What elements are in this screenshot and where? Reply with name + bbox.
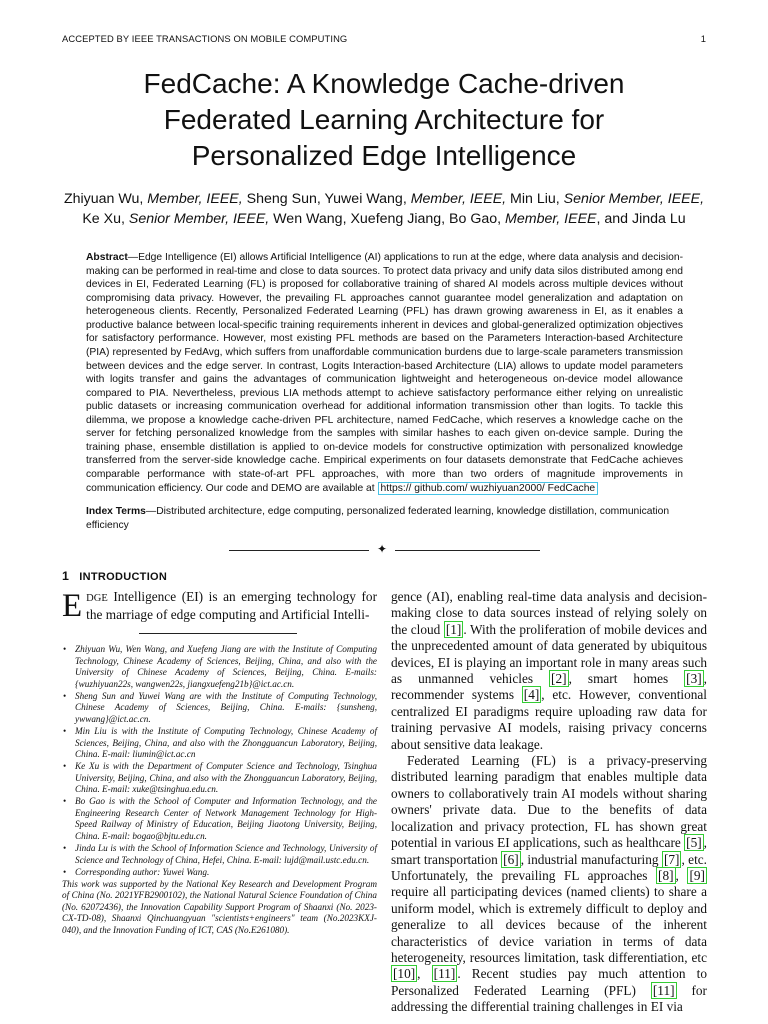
author-text: Min Liu, [506, 191, 564, 207]
citation-link[interactable]: [11] [433, 966, 456, 982]
author-text: Sheng Sun, Yuwei Wang, [242, 191, 411, 207]
body-text: require all participating devices (named clients) to share a uniform model, which is extremely difficult to deploy and generalize to all devices because of the inherent characteristics of device variation in terms of data heterogeneity, resources limitation, task differentiation, etc [391, 884, 707, 965]
citation-link[interactable]: [9] [689, 867, 705, 883]
body-text: , [675, 867, 688, 883]
author-list [56, 189, 712, 229]
body-text: , recommender systems [391, 671, 707, 703]
diamond-icon: ✦ [377, 542, 388, 556]
citation-link[interactable]: [1] [445, 621, 462, 637]
citation-link[interactable]: [10] [393, 966, 416, 982]
author-role: Member, IEEE, [410, 191, 507, 207]
index-terms-label: Index Terms [86, 506, 146, 517]
section-number: 1 [62, 569, 69, 583]
divider-line-left [229, 550, 369, 551]
intro-text: Intelligence (EI) is an emerging technology for the marriage of edge computing and Artificial Intelli- [86, 589, 377, 623]
paragraph [391, 589, 707, 753]
footnote-item: • Min Liu is with the Institute of Computing Technology, Chinese Academy of Sciences, Beijing, China, and also with the Zhongguancun Laboratory, Beijing, China. E-mail: liumin@ict.ac.cn [75, 726, 377, 761]
affiliation-list [62, 644, 377, 878]
footnote-item: • Jinda Lu is with the School of Information Science and Technology, University of Science and Technology of China, Hefei, China. E-mail: lujd@mail.ustc.edu.cn. [75, 843, 377, 866]
citation-link[interactable]: [11] [652, 982, 675, 998]
footnote-item: • Ke Xu is with the Department of Computer Science and Technology, Tsinghua University, Beijing, China, and also with the Zhongguancun Laboratory, Beijing, China. E-mail: xuke@tsinghua.edu.cn. [75, 761, 377, 796]
abstract-label: Abstract [86, 252, 128, 263]
paragraph [391, 753, 707, 1016]
footnote-item: • Corresponding author: Yuwei Wang. [75, 867, 377, 879]
footnote-item: • Sheng Sun and Yuwei Wang are with the Institute of Computing Technology, Chinese Academy of Sciences, Beijing, China. E-mails: {sunsheng, ywwang}@ict.ac.cn. [75, 691, 377, 726]
citation-link[interactable]: [3] [686, 671, 702, 687]
body-text: , smart transportation [391, 835, 707, 867]
author-text: , and Jinda Lu [596, 211, 686, 227]
body-text: , smart homes [568, 671, 685, 687]
index-terms-text: —Distributed architecture, edge computing, personalized federated learning, knowledge distillation, communication efficiency [86, 506, 670, 531]
footnote-rule [139, 633, 297, 634]
body-text: . With the proliferation of mobile devices and the unprecedented amount of data generated by ubiquitous devices, EI is playing an important role in many areas such as unmanned vehicles [391, 621, 708, 687]
funding-note: This work was supported by the National Key Research and Development Program of China (No. 2021YFB2900102), the National Natural Science Foundation of China (No. 62072436), the Innovation Capability Support Program of Shaanxi (No. 2023-CX-TD-08), Shaanxi Qinchuangyuan "scientists+engineers" team (No.2023KXJ-040), and the Innovation Funding of ICT, CAS (No.E261080). [62, 878, 377, 935]
page-number: 1 [700, 33, 706, 44]
citation-link[interactable]: [2] [551, 671, 567, 687]
author-role: Member, IEEE [505, 211, 597, 227]
body-text: , etc. However, conventional centralized EI paradigms require uploading raw data for training pervasive AI models, raising privacy concerns about sensitive data leakage. [391, 687, 707, 752]
footnote-item: • Zhiyuan Wu, Wen Wang, and Xuefeng Jiang are with the Institute of Computing Technology, Chinese Academy of Sciences, Beijing, China, and also with the University of Chinese Academy of Sciences, Beijing, China. E-mails: {wuzhiyuan22s, wangwen22s, jiangxuefeng21b}@ict.ac.cn. [75, 644, 377, 690]
citation-link[interactable]: [4] [523, 687, 540, 703]
running-header [62, 33, 706, 47]
author-text: Ke Xu, [82, 211, 129, 227]
author-role: Senior Member, IEEE, [563, 191, 705, 207]
intro-paragraph [62, 589, 377, 624]
body-text: . Recent studies pay much attention to Personalized Federated Learning (PFL) [391, 966, 707, 998]
abstract [86, 251, 683, 495]
author-role: Senior Member, IEEE, [128, 211, 270, 227]
body-text: , [417, 966, 432, 982]
body-text: gence (AI), enabling real-time data analysis and decision-making close to data sources instead of relying solely on the cloud [391, 589, 707, 637]
intro-smallcaps: DGE [86, 593, 108, 604]
section-title: INTRODUCTION [79, 571, 168, 583]
drop-cap: E [62, 588, 83, 624]
code-link[interactable]: https:// github.com/ wuzhiyuan2000/ FedCache [378, 482, 599, 495]
divider-line-right [395, 550, 540, 551]
section-divider [229, 542, 540, 556]
paper-title: FedCache: A Knowledge Cache-driven Federated Learning Architecture for Personalized Edge Intelligence [143, 68, 625, 171]
footnotes [62, 644, 377, 937]
body-text: for addressing the differential training challenges in EI via [391, 982, 707, 1015]
citation-link[interactable]: [8] [658, 867, 674, 883]
section-heading [62, 569, 167, 583]
index-terms [86, 505, 683, 532]
footnote-item: • Bo Gao is with the School of Computer and Information Technology, and the Engineering Research Center of Network Management Technology for High-Speed Railway of Ministry of Education, Beijing Jiaotong University, Beijing, China. E-mail: bogao@bjtu.edu.cn. [75, 796, 377, 842]
body-text: Federated Learning (FL) is a privacy-preserving distributed learning paradigm that enables multiple data owners to collaboratively train AI models without sharing owners' private data. Due to the benefits of data localization and privacy protection, FL has shown great potential in various EI applications, such as healthcare [391, 753, 707, 851]
citation-link[interactable]: [7] [663, 851, 680, 867]
journal-name: ACCEPTED BY IEEE TRANSACTIONS ON MOBILE COMPUTING [62, 33, 348, 44]
author-text: Zhiyuan Wu, [63, 191, 148, 207]
abstract-text: —Edge Intelligence (EI) allows Artificial Intelligence (AI) applications to run at the edge, where data analysis and decision-making can be performed in real-time and close to data sources. To protect data privacy and unify data silos distributed among end devices in EI, Federated Learning (FL) is proposed for collaborative training of shared AI models across multiple devices without compromising data privacy. However, the prevailing FL approaches cannot guarantee model generalization and adaptation on heterogeneous clients. Recently, Personalized Federated Learning (PFL) has drawn growing awareness in EI, as it enables a productive balance between local-specific training requirements inherent in devices and global-generalized optimization objectives for satisfactory performance. However, most existing PFL methods are based on the Parameters Interaction-based Architecture (PIA) represented by FedAvg, which suffers from unaffordable communication burdens due to large-scale parameters transmission between devices and the edge server. In contrast, Logits Interaction-based Architecture (LIA) allows to update model parameters with logits transfer and gains the advantages of communication lightweight and heterogeneous on-device model allowance compared to PIA. Nevertheless, previous LIA methods attempt to achieve satisfactory performance either relying on unrealistic public datasets or increasing communication overhead for additional information transmission other than logits. To tackle this dilemma, we propose a knowledge cache-driven PFL architecture, named FedCache, which reserves a knowledge cache on the server for fetching personalized knowledge from the samples with similar hashes to each given on-device sample. During the training phase, ensemble distillation is applied to on-device models for constructive optimization with personalized knowledge transferred from the server-side knowledge cache. Empirical experiments on four datasets demonstrate that FedCache achieves comparable performance with state-of-art PFL approaches, with more than two orders of magnitude improvements in communication efficiency. Our code and DEMO are available at [86, 252, 683, 494]
author-text: Wen Wang, Xuefeng Jiang, Bo Gao, [269, 211, 506, 227]
author-role: Member, IEEE, [147, 191, 243, 207]
citation-link[interactable]: [5] [686, 835, 702, 851]
body-text: , industrial manufacturing [520, 851, 662, 867]
citation-link[interactable]: [6] [503, 851, 519, 867]
body-text: , etc. Unfortunately, the prevailing FL approaches [391, 851, 707, 883]
right-column [391, 589, 707, 1016]
